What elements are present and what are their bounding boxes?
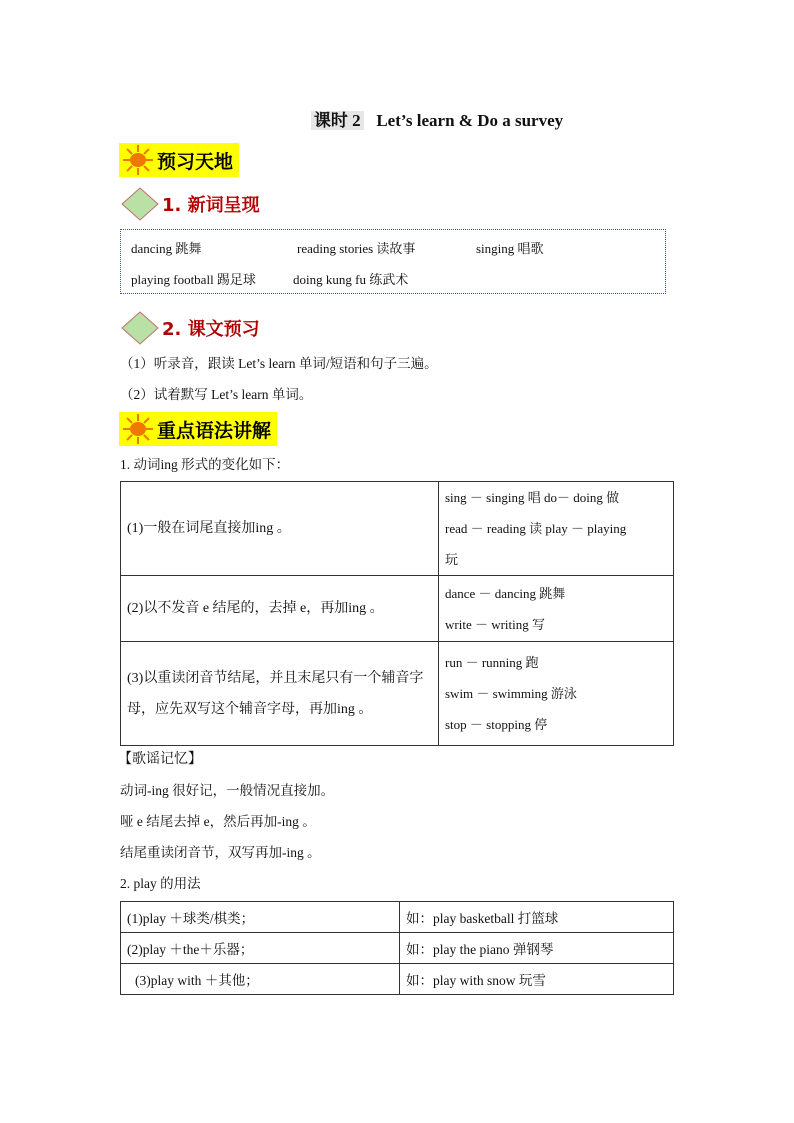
vocab-item: dancing 跳舞	[131, 241, 202, 256]
sun-icon	[119, 412, 157, 446]
table-row	[121, 964, 674, 995]
banner-preview	[119, 143, 239, 177]
grammar-intro: 1. 动词ing 形式的变化如下：	[120, 457, 290, 472]
example-line: write － writing 写	[445, 616, 546, 632]
banner-grammar	[119, 412, 277, 446]
section-preview-text	[120, 310, 260, 346]
lesson-name: Let’s learn & Do a survey	[376, 111, 564, 130]
vocab-box	[120, 229, 666, 294]
preview-line: （1）听录音，跟读 Let’s learn 单词/短语和句子三遍。	[120, 356, 438, 371]
section-new-words	[120, 186, 260, 222]
sun-icon	[119, 143, 157, 177]
vocab-item: reading stories 读故事	[297, 241, 416, 256]
example-line: run － running 跑	[445, 655, 539, 670]
examples-cell	[439, 576, 674, 642]
examples-cell	[439, 642, 674, 746]
play-heading: 2. play 的用法	[120, 876, 201, 891]
rule-cell: (2)以不发音 e 结尾的，去掉 e，再加ing 。	[121, 576, 439, 642]
examples-cell	[439, 482, 674, 576]
diamond-icon	[120, 310, 160, 346]
banner-preview-label: 预习天地	[157, 150, 234, 173]
table-row	[121, 933, 674, 964]
example-cell: 如：play with snow 玩雪	[400, 964, 674, 995]
banner-grammar-label: 重点语法讲解	[157, 419, 272, 442]
page-title	[0, 106, 794, 131]
diamond-icon	[120, 186, 160, 222]
example-line: 玩	[445, 552, 459, 567]
example-line: read － reading 读 play － playing	[445, 521, 627, 536]
example-line: dance － dancing 跳舞	[445, 585, 566, 601]
vocab-item: playing football 踢足球	[131, 272, 256, 287]
example-line: stop － stopping 停	[445, 717, 548, 732]
play-usage-table	[120, 901, 674, 995]
vocab-item: doing kung fu 练武术	[293, 272, 409, 287]
example-line: swim － swimming 游泳	[445, 686, 577, 701]
rule-cell: (3)以重读闭音节结尾，并且末尾只有一个辅音字母，应先双写这个辅音字母，再加ing 。	[121, 642, 439, 746]
usage-cell: (2)play ＋the＋乐器；	[121, 933, 400, 964]
rhyme-heading: 【歌谣记忆】	[118, 752, 202, 767]
table-row	[121, 482, 674, 576]
rhyme-line: 动词-ing 很好记，一般情况直接加。	[120, 783, 335, 798]
section-new-words-title: 1. 新词呈现	[162, 195, 260, 216]
section-preview-text-title: 2. 课文预习	[162, 319, 260, 340]
table-row	[121, 642, 674, 746]
example-line: sing － singing 唱 do－ doing 做	[445, 490, 620, 505]
table-row	[121, 576, 674, 642]
preview-line: （2）试着默写 Let’s learn 单词。	[120, 387, 313, 402]
ing-rules-table	[120, 481, 674, 746]
example-cell: 如：play basketball 打篮球	[400, 902, 674, 933]
rhyme-line: 哑 e 结尾去掉 e，然后再加-ing 。	[120, 814, 316, 829]
vocab-item: singing 唱歌	[476, 241, 544, 256]
table-row	[121, 902, 674, 933]
rhyme-line: 结尾重读闭音节，双写再加-ing 。	[120, 845, 321, 860]
lesson-number: 课时 2	[311, 111, 364, 130]
usage-cell: (3)play with ＋其他；	[121, 964, 400, 995]
usage-cell: (1)play ＋球类/棋类；	[121, 902, 400, 933]
example-cell: 如：play the piano 弹钢琴	[400, 933, 674, 964]
rule-cell: (1)一般在词尾直接加ing 。	[121, 482, 439, 576]
